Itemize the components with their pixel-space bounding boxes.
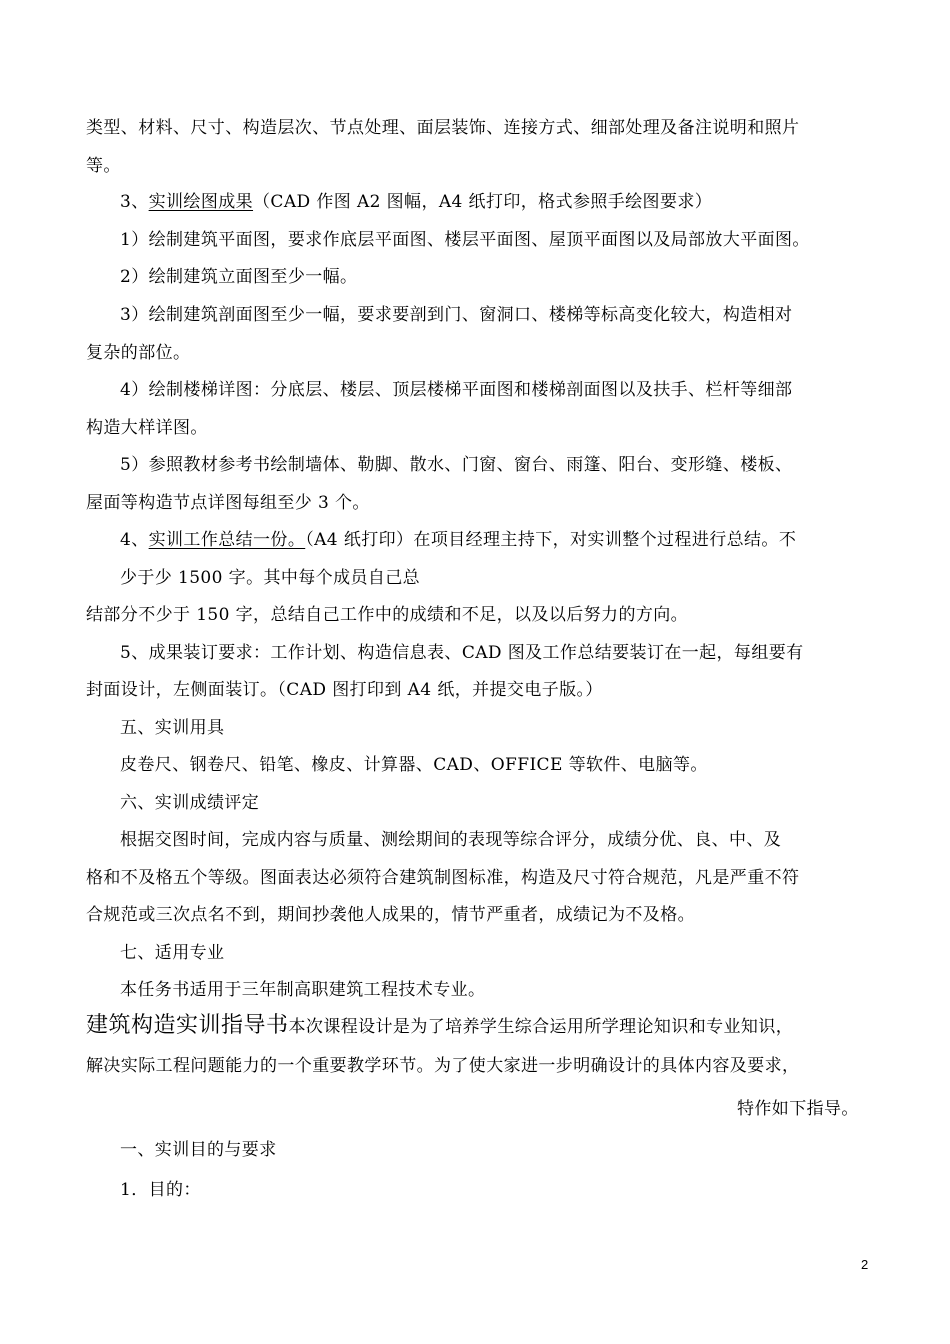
page-number: 2 bbox=[861, 1257, 869, 1272]
guide-intro: 本次课程设计是为了培养学生综合运用所学理论知识和专业知识， bbox=[288, 1017, 794, 1037]
section-3-number: 3、 bbox=[120, 192, 149, 212]
list-item: 2）绘制建筑立面图至少一幅。 bbox=[120, 267, 358, 287]
paragraph-line: 封面设计，左侧面装订。（CAD 图打印到 A4 纸，并提交电子版。） bbox=[86, 680, 603, 700]
heading-tools: 五、实训用具 bbox=[120, 718, 225, 738]
section-3-title: 实训绘图成果 bbox=[148, 192, 254, 212]
paragraph-line: 本任务书适用于三年制高职建筑工程技术专业。 bbox=[120, 980, 486, 1000]
section-5-heading: 5、成果装订要求：工作计划、构造信息表、CAD 图及工作总结要装订在一起，每组要有 bbox=[120, 643, 804, 663]
paragraph-line: 特作如下指导。 bbox=[737, 1099, 859, 1119]
paragraph-line: 少于少 1500 字。其中每个成员自己总 bbox=[120, 568, 421, 588]
list-item: 1）绘制建筑平面图，要求作底层平面图、楼层平面图、屋顶平面图以及局部放大平面图。 bbox=[120, 230, 810, 250]
list-item: 5）参照教材参考书绘制墙体、勒脚、散水、门窗、窗台、雨篷、阳台、变形缝、楼板、 bbox=[120, 455, 793, 475]
paragraph-line: 根据交图时间，完成内容与质量、测绘期间的表现等综合评分，成绩分优、良、中、及 bbox=[120, 830, 782, 850]
section-4-title: 实训工作总结一份。 bbox=[148, 530, 306, 550]
paragraph-line: 格和不及格五个等级。图面表达必须符合建筑制图标准，构造及尺寸符合规范，凡是严重不符 bbox=[86, 868, 800, 888]
heading-grading: 六、实训成绩评定 bbox=[120, 793, 260, 813]
section-4-heading bbox=[120, 528, 796, 552]
list-item: 4）绘制楼梯详图：分底层、楼层、顶层楼梯平面图和楼梯剖面图以及扶手、栏杆等细部 bbox=[120, 380, 793, 400]
paragraph-line: 皮卷尺、钢卷尺、铅笔、橡皮、计算器、CAD、OFFICE 等软件、电脑等。 bbox=[120, 755, 708, 775]
paragraph-line: 结部分不少于 150 字，总结自己工作中的成绩和不足，以及以后努力的方向。 bbox=[86, 605, 689, 625]
list-item-continuation: 屋面等构造节点详图每组至少 3 个。 bbox=[86, 493, 370, 513]
list-item-continuation: 复杂的部位。 bbox=[86, 343, 191, 363]
paragraph-line: 类型、材料、尺寸、构造层次、节点处理、面层装饰、连接方式、细部处理及备注说明和照片 bbox=[86, 118, 800, 138]
guide-title: 建筑构造实训指导书 bbox=[86, 1013, 289, 1038]
heading-major: 七、适用专业 bbox=[120, 943, 225, 963]
section-3-heading bbox=[120, 190, 712, 214]
section-4-text: （A4 纸打印）在项目经理主持下，对实训整个过程进行总结。不 bbox=[305, 530, 797, 550]
list-item-continuation: 构造大样详图。 bbox=[86, 418, 208, 438]
paragraph-line: 合规范或三次点名不到，期间抄袭他人成果的，情节严重者，成绩记为不及格。 bbox=[86, 905, 695, 925]
guide-heading-line bbox=[86, 1014, 793, 1039]
paragraph-line: 解决实际工程问题能力的一个重要教学环节。为了使大家进一步明确设计的具体内容及要求， bbox=[86, 1056, 800, 1076]
paragraph-line: 1．目的： bbox=[120, 1180, 201, 1200]
paragraph-line: 等。 bbox=[86, 156, 121, 176]
heading-purpose: 一、实训目的与要求 bbox=[120, 1140, 277, 1160]
list-item: 3）绘制建筑剖面图至少一幅，要求要剖到门、窗洞口、楼梯等标高变化较大，构造相对 bbox=[120, 305, 793, 325]
section-3-note: （CAD 作图 A2 图幅，A4 纸打印，格式参照手绘图要求） bbox=[253, 192, 713, 212]
section-4-number: 4、 bbox=[120, 530, 149, 550]
